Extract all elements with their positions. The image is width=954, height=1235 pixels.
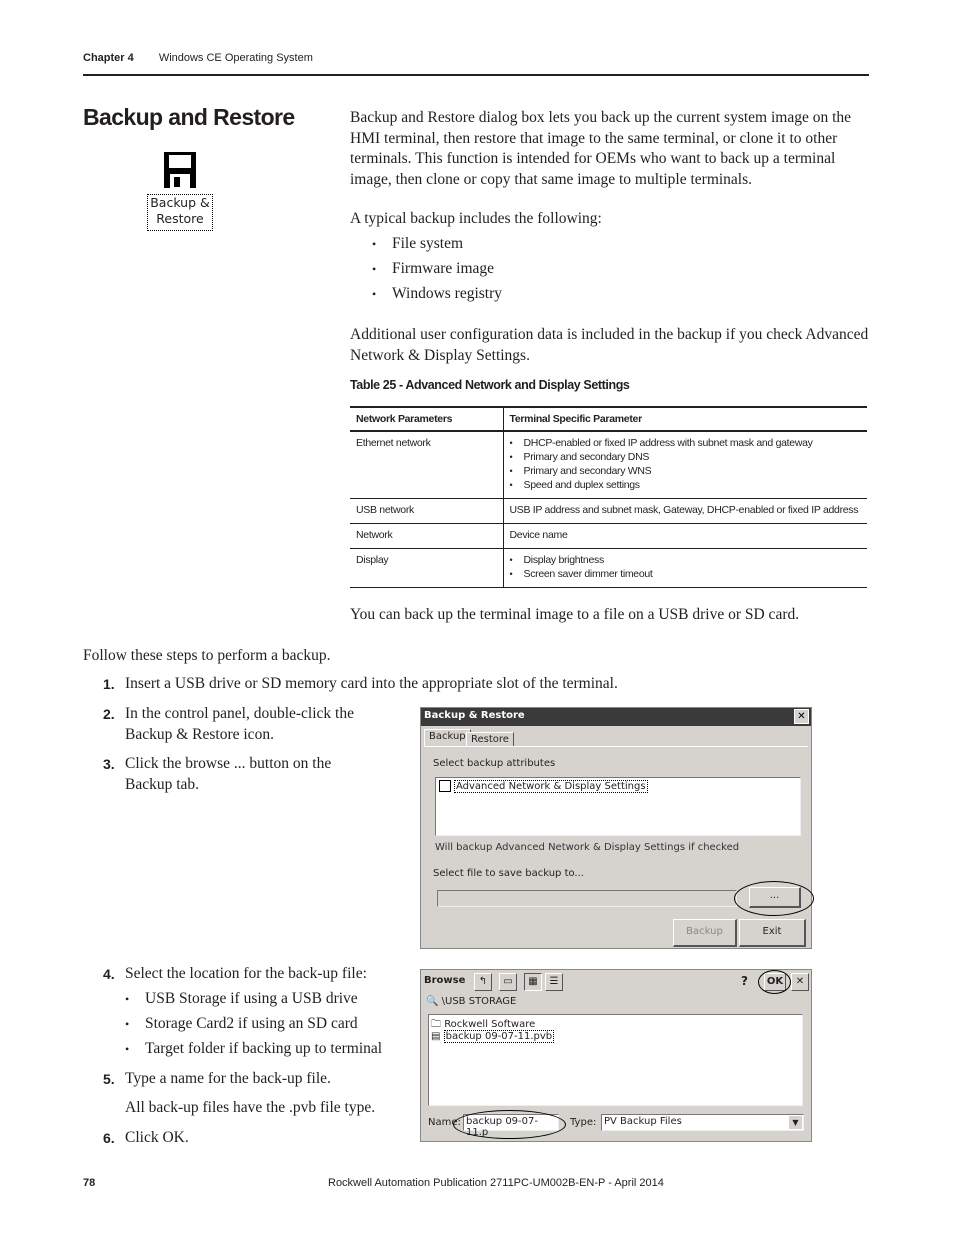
step-number: 6. — [103, 1130, 115, 1146]
browse-dialog — [420, 969, 812, 1142]
step-text: Select the location for the back-up file: — [125, 965, 367, 982]
checkbox[interactable] — [439, 780, 451, 792]
list-item: • Firmware image — [372, 259, 502, 280]
header-rule — [83, 74, 869, 76]
typical-lead: A typical backup includes the following: — [350, 210, 602, 227]
icon-label: Backup & Restore — [147, 194, 213, 231]
table-cell: Ethernet network — [350, 431, 503, 498]
table-cell: Network — [350, 523, 503, 548]
floppy-disk-icon — [147, 152, 213, 192]
step-text: Insert a USB drive or SD memory card into the appropriate slot of the terminal. — [125, 675, 618, 692]
step-text: Click OK. — [125, 1129, 189, 1146]
table-cell: Display — [350, 548, 503, 587]
list-item: • Screen saver dimmer timeout — [510, 567, 862, 581]
backup-restore-dialog — [420, 707, 812, 949]
table-cell: Device name — [503, 523, 867, 548]
close-icon[interactable]: ✕ — [791, 973, 809, 991]
browse-button[interactable]: ... — [749, 887, 801, 908]
list-item: • Primary and secondary WNS — [510, 464, 862, 478]
step-number: 5. — [103, 1071, 115, 1087]
step-number: 4. — [103, 966, 115, 982]
step-5-note: All back-up files have the .pvb file type. — [125, 1099, 376, 1116]
list-item: • Speed and duplex settings — [510, 478, 862, 492]
running-header — [83, 52, 313, 64]
list-item: • File system — [372, 234, 502, 255]
list-item[interactable] — [431, 1031, 554, 1042]
backup-button[interactable]: Backup — [673, 919, 737, 947]
page-number: 78 — [83, 1177, 96, 1189]
table-cell: USB network — [350, 498, 503, 523]
table-cell — [503, 431, 867, 498]
step-number: 2. — [103, 706, 115, 722]
table-row — [350, 548, 867, 587]
path-text: \USB STORAGE — [441, 996, 517, 1007]
list-item: • Primary and secondary DNS — [510, 450, 862, 464]
chevron-down-icon: ▼ — [789, 1116, 802, 1129]
attributes-list — [435, 777, 801, 836]
table-header-row — [350, 407, 867, 431]
highlight-oval — [758, 970, 791, 994]
highlight-oval — [453, 1110, 566, 1139]
name-value: backup 09-07-11.p — [466, 1116, 538, 1138]
step-number: 3. — [103, 756, 115, 772]
table-header: Network Parameters — [350, 407, 503, 431]
table-header: Terminal Specific Parameter — [503, 407, 867, 431]
tab-restore[interactable]: Restore — [466, 732, 514, 746]
step-number: 1. — [103, 676, 115, 692]
additional-paragraph: Additional user configuration data is included in the backup if you check Advanced Network & Display Settings. — [350, 326, 869, 364]
up-folder-icon[interactable]: ↰ — [474, 973, 492, 991]
new-folder-icon[interactable]: ▭ — [499, 973, 517, 991]
intro-paragraph: Backup and Restore dialog box lets you back up the current system image on the HMI terminal, then restore that image to the same terminal, or clone it to other terminals. This function is intended for OEMs who want to back up a terminal image, then clone or copy that same image to multiple terminals. — [350, 109, 852, 188]
list-item: • Display brightness — [510, 553, 862, 567]
path-bar — [426, 996, 516, 1007]
file-path-input[interactable] — [437, 890, 737, 907]
group-label: Select backup attributes — [433, 758, 556, 769]
file-icon: ▤ — [431, 1031, 441, 1042]
highlight-oval — [734, 881, 814, 916]
exit-button[interactable]: Exit — [739, 919, 806, 947]
table-row — [350, 498, 867, 523]
type-value: PV Backup Files — [604, 1116, 682, 1127]
step-text: Type a name for the back-up file. — [125, 1070, 331, 1087]
dialog-titlebar — [421, 708, 811, 726]
list-item-label: backup 09-07-11.pvb — [445, 1031, 553, 1042]
dialog-title: Backup & Restore — [424, 710, 525, 721]
hint-text: Will backup Advanced Network & Display Settings if checked — [435, 842, 740, 853]
table-cell: USB IP address and subnet mask, Gateway, DHCP-enabled or fixed IP address — [503, 498, 867, 523]
section-label: Windows CE Operating System — [158, 52, 313, 64]
tab-panel-border — [424, 746, 808, 747]
browse-title: Browse — [424, 975, 466, 986]
table-cell — [503, 548, 867, 587]
list-item: • Windows registry — [372, 284, 502, 305]
table-caption: Table 25 - Advanced Network and Display Settings — [350, 378, 630, 392]
help-icon[interactable]: ? — [741, 974, 748, 988]
page-title: Backup and Restore — [83, 104, 295, 130]
list-item: • DHCP-enabled or fixed IP address with subnet mask and gateway — [510, 436, 862, 450]
type-select[interactable] — [601, 1114, 804, 1131]
settings-table — [350, 406, 867, 588]
step-text: In the control panel, double-click the Backup & Restore icon. — [125, 705, 354, 743]
ok-button[interactable]: OK — [764, 973, 786, 991]
follow-paragraph: Follow these steps to perform a backup. — [83, 647, 331, 664]
chapter-label: Chapter 4 — [83, 52, 134, 64]
table-row — [350, 431, 867, 498]
publication-line: Rockwell Automation Publication 2711PC-UM002B-EN-P - April 2014 — [328, 1177, 664, 1189]
backup-restore-icon — [147, 152, 213, 231]
list-item-label: Rockwell Software — [444, 1019, 536, 1030]
usb-note: You can back up the terminal image to a file on a USB drive or SD card. — [350, 606, 800, 623]
tab-backup[interactable]: Backup — [424, 729, 471, 746]
checkbox-label[interactable]: Advanced Network & Display Settings — [456, 781, 646, 792]
folder-search-icon: 🔍 — [426, 996, 439, 1007]
list-item: • USB Storage if using a USB drive — [125, 989, 382, 1010]
location-list — [125, 989, 382, 1064]
file-label: Select file to save backup to... — [433, 868, 584, 879]
typical-list — [372, 234, 502, 309]
type-label: Type: — [570, 1117, 597, 1128]
file-list[interactable] — [428, 1014, 803, 1106]
name-label: Name: — [428, 1117, 461, 1128]
list-item: • Storage Card2 if using an SD card — [125, 1014, 382, 1035]
close-icon[interactable]: ✕ — [794, 709, 809, 724]
folder-icon: 🗀 — [431, 1019, 441, 1030]
details-view-icon[interactable]: ☰ — [545, 973, 563, 991]
list-view-icon[interactable]: ▦ — [524, 973, 542, 991]
table-row — [350, 523, 867, 548]
list-item: • Target folder if backing up to terminal — [125, 1039, 382, 1060]
step-text: Click the browse ... button on the Backup tab. — [125, 755, 332, 793]
